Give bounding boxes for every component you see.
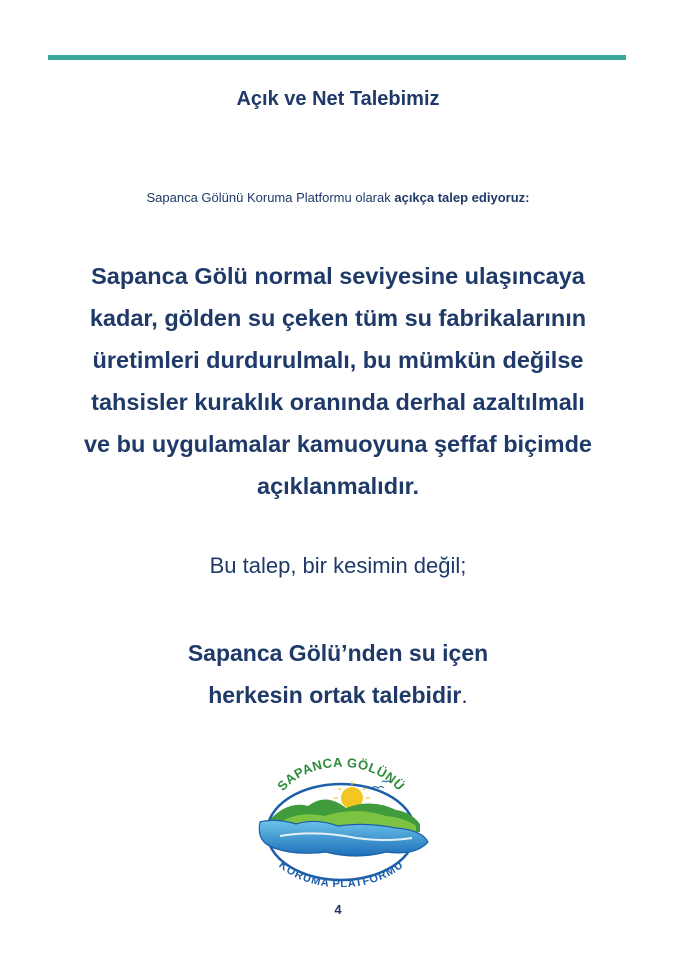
page-number: 4 — [334, 902, 342, 917]
closing-line-2: herkesin ortak talebidir — [208, 682, 462, 708]
demand-statement — [40, 255, 636, 507]
intro-normal: Sapanca Gölünü Koruma Platformu olarak — [146, 190, 395, 205]
header-rule — [48, 55, 626, 60]
intro-text — [0, 190, 676, 205]
demand-line: açıklanmalıdır. — [257, 473, 419, 499]
logo-top-text: SAPANCA GÖLÜNÜ — [274, 754, 408, 794]
page-heading: Açık ve Net Talebimiz — [236, 88, 440, 110]
intro-bold: açıkça talep ediyoruz: — [394, 190, 530, 205]
closing-line-1: Sapanca Gölü’nden su içen — [187, 640, 489, 666]
demand-line: kadar, gölden su çeken tüm su fabrikalarının — [89, 305, 587, 331]
note-text: Bu talep, bir kesimin değil; — [209, 553, 467, 578]
demand-line: tahsisler kuraklık oranında derhal azaltılmalı — [91, 389, 585, 415]
closing-statement — [0, 632, 676, 716]
demand-line: ve bu uygulamalar kamuoyuna şeffaf biçimde — [83, 431, 592, 457]
demand-line: üretimleri durdurulmalı, bu mümkün değilse — [92, 347, 584, 373]
platform-logo — [246, 752, 436, 887]
logo-bottom-text: KORUMA PLATFORMU — [276, 859, 406, 887]
closing-period: . — [461, 682, 468, 708]
demand-line: Sapanca Gölü normal seviyesine ulaşıncaya — [91, 263, 585, 289]
